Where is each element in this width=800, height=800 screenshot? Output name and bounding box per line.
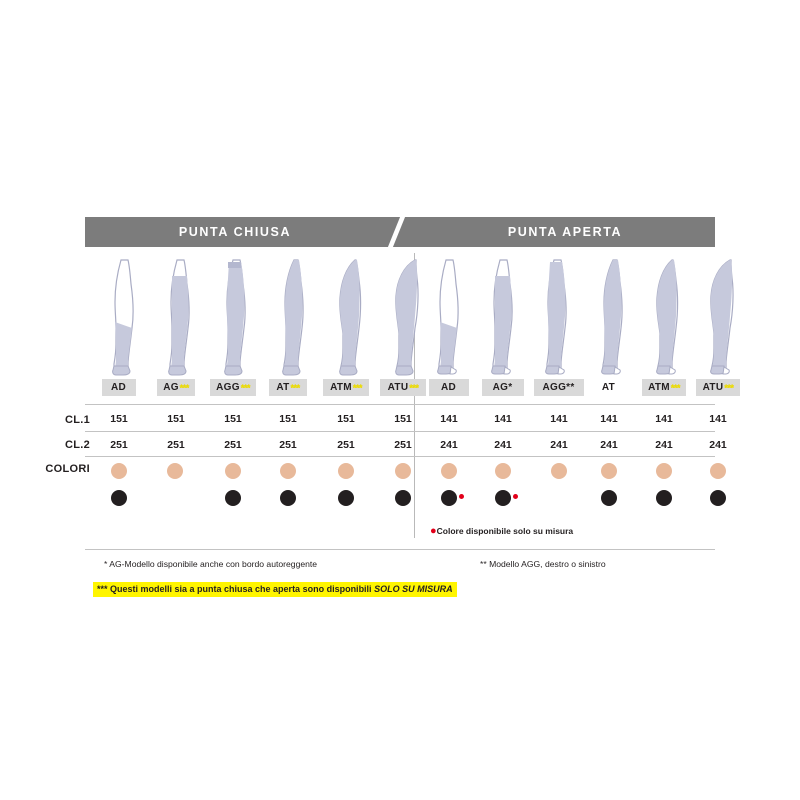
leg-illustration-ad-open	[428, 258, 476, 376]
color-dot-black-atm-open[interactable]	[656, 490, 672, 506]
value-cl2-ad-open: 241	[440, 439, 458, 451]
color-dot-skin-agg-closed[interactable]	[225, 463, 241, 479]
color-dot-black-ad-closed[interactable]	[111, 490, 127, 506]
footnote-made-to-measure-highlight	[93, 582, 457, 597]
value-cl2-ag-closed: 251	[167, 439, 185, 451]
model-name: AGG**	[542, 382, 575, 393]
leg-illustration-agg-open	[538, 258, 586, 376]
model-stars: ***	[179, 382, 189, 393]
leg-illustration-at-closed	[274, 258, 322, 376]
model-stars: ***	[670, 382, 680, 393]
color-dot-black-atm-closed[interactable]	[338, 490, 354, 506]
open-toe-cl1-values	[424, 413, 727, 427]
banner-slash-divider	[385, 217, 415, 247]
model-name: AD	[440, 382, 457, 393]
color-dot-skin-at-closed[interactable]	[280, 463, 296, 479]
model-stars: ***	[352, 382, 362, 393]
model-chip-atu-closed[interactable]	[380, 379, 426, 396]
color-dot-skin-ad-open[interactable]	[441, 463, 457, 479]
color-dot-skin-atm-closed[interactable]	[338, 463, 354, 479]
color-dot-black-agg-closed[interactable]	[225, 490, 241, 506]
model-name: ATM	[648, 382, 670, 393]
model-chip-ag-open[interactable]	[482, 379, 524, 396]
banner-open-toe-title: PUNTA APERTA	[415, 217, 715, 247]
model-stars: ***	[240, 382, 250, 393]
value-cl2-atu-open: 241	[709, 439, 727, 451]
value-cl1-atu-closed: 151	[394, 413, 412, 425]
header-banner	[85, 217, 715, 247]
value-cl1-ag-open: 141	[494, 413, 512, 425]
open-toe-black-dots	[424, 490, 724, 512]
closed-toe-cl1-values	[97, 413, 412, 427]
made-to-measure-marker-ad-open	[459, 494, 464, 499]
leg-illustration-atm-closed	[331, 258, 379, 376]
value-cl2-atu-closed: 251	[394, 439, 412, 451]
model-stars: ***	[290, 382, 300, 393]
closed-toe-model-labels	[97, 379, 419, 396]
model-stars: ***	[724, 382, 734, 393]
model-chip-at-open[interactable]	[592, 379, 626, 396]
model-name: AGG	[216, 382, 240, 393]
model-name: AG	[163, 382, 179, 393]
model-chip-agg-closed[interactable]	[210, 379, 256, 396]
banner-closed-toe-title: PUNTA CHIUSA	[85, 217, 385, 247]
leg-illustration-ag-open	[483, 258, 531, 376]
value-cl2-atm-open: 241	[655, 439, 673, 451]
highlight-strong: SOLO SU MISURA	[374, 584, 453, 594]
color-dot-black-ag-open[interactable]	[495, 490, 511, 506]
leg-illustration-atm-open	[648, 258, 696, 376]
value-cl1-ad-closed: 151	[110, 413, 128, 425]
row-label-cl1: CL.1	[64, 414, 90, 426]
closed-toe-black-dots	[97, 490, 407, 512]
row-label-colori: COLORI	[45, 463, 90, 475]
model-chip-agg-open[interactable]	[534, 379, 584, 396]
color-dot-skin-ag-closed[interactable]	[167, 463, 183, 479]
value-cl2-agg-closed: 251	[224, 439, 242, 451]
model-chip-atm-open[interactable]	[642, 379, 686, 396]
closed-toe-skin-dots	[97, 463, 407, 485]
closed-toe-illustrations	[103, 258, 403, 376]
color-dot-skin-at-open[interactable]	[601, 463, 617, 479]
open-toe-cl2-values	[424, 439, 727, 453]
value-cl2-at-closed: 251	[279, 439, 297, 451]
model-stars: ***	[409, 382, 419, 393]
color-dot-black-atu-closed[interactable]	[395, 490, 411, 506]
value-cl1-at-open: 141	[600, 413, 618, 425]
color-dot-skin-atu-open[interactable]	[710, 463, 726, 479]
footnote-ag: * AG-Modello disponibile anche con bordo autoreggente	[104, 559, 318, 569]
divider-cl1-cl2	[85, 431, 715, 432]
color-dot-skin-atu-closed[interactable]	[395, 463, 411, 479]
model-chip-at-closed[interactable]	[269, 379, 307, 396]
leg-illustration-ag-closed	[160, 258, 208, 376]
model-chip-atm-closed[interactable]	[323, 379, 369, 396]
open-toe-model-labels	[424, 379, 734, 396]
model-name: AT	[276, 382, 290, 393]
value-cl2-ag-open: 241	[494, 439, 512, 451]
made-to-measure-note-text: Colore disponibile solo su misura	[436, 526, 574, 536]
model-name: ATU	[702, 382, 724, 393]
value-cl2-ad-closed: 251	[110, 439, 128, 451]
model-name: AD	[110, 382, 127, 393]
model-chip-atu-open[interactable]	[696, 379, 740, 396]
value-cl1-ad-open: 141	[440, 413, 458, 425]
open-toe-skin-dots	[424, 463, 724, 485]
highlight-prefix: *** Questi modelli sia a punta chiusa che aperta sono disponibili	[97, 584, 375, 594]
color-dot-skin-agg-open[interactable]	[551, 463, 567, 479]
value-cl1-atu-open: 141	[709, 413, 727, 425]
divider-cl2-colori	[85, 456, 715, 457]
leg-illustration-at-open	[593, 258, 641, 376]
value-cl1-ag-closed: 151	[167, 413, 185, 425]
color-dot-black-atu-open[interactable]	[710, 490, 726, 506]
model-chip-ad-open[interactable]	[429, 379, 469, 396]
footnote-agg: ** Modello AGG, destro o sinistro	[480, 559, 606, 569]
leg-illustration-agg-closed	[217, 258, 265, 376]
model-name: AG*	[492, 382, 513, 393]
value-cl2-atm-closed: 251	[337, 439, 355, 451]
value-cl1-at-closed: 151	[279, 413, 297, 425]
model-name: AT	[601, 382, 616, 393]
closed-toe-cl2-values	[97, 439, 412, 453]
model-chip-ad-closed[interactable]	[102, 379, 136, 396]
value-cl2-agg-open: 241	[550, 439, 568, 451]
color-dot-skin-ad-closed[interactable]	[111, 463, 127, 479]
value-cl1-atm-closed: 151	[337, 413, 355, 425]
leg-illustration-atu-open	[703, 258, 751, 376]
color-dot-skin-ag-open[interactable]	[495, 463, 511, 479]
value-cl1-atm-open: 141	[655, 413, 673, 425]
divider-above-cl1	[85, 404, 715, 405]
open-toe-illustrations	[428, 258, 718, 376]
row-label-cl2: CL.2	[64, 439, 90, 451]
value-cl1-agg-closed: 151	[224, 413, 242, 425]
color-dot-black-at-open[interactable]	[601, 490, 617, 506]
model-name: ATM	[330, 382, 352, 393]
made-to-measure-marker-ag-open	[513, 494, 518, 499]
value-cl1-agg-open: 141	[550, 413, 568, 425]
footer-divider	[85, 549, 715, 550]
color-dot-black-ad-open[interactable]	[441, 490, 457, 506]
color-dot-skin-atm-open[interactable]	[656, 463, 672, 479]
red-bullet-icon: ●	[430, 525, 437, 537]
model-chip-ag-closed[interactable]	[157, 379, 195, 396]
made-to-measure-note	[430, 526, 573, 536]
value-cl2-at-open: 241	[600, 439, 618, 451]
color-dot-black-at-closed[interactable]	[280, 490, 296, 506]
model-name: ATU	[387, 382, 409, 393]
leg-illustration-ad-closed	[103, 258, 151, 376]
